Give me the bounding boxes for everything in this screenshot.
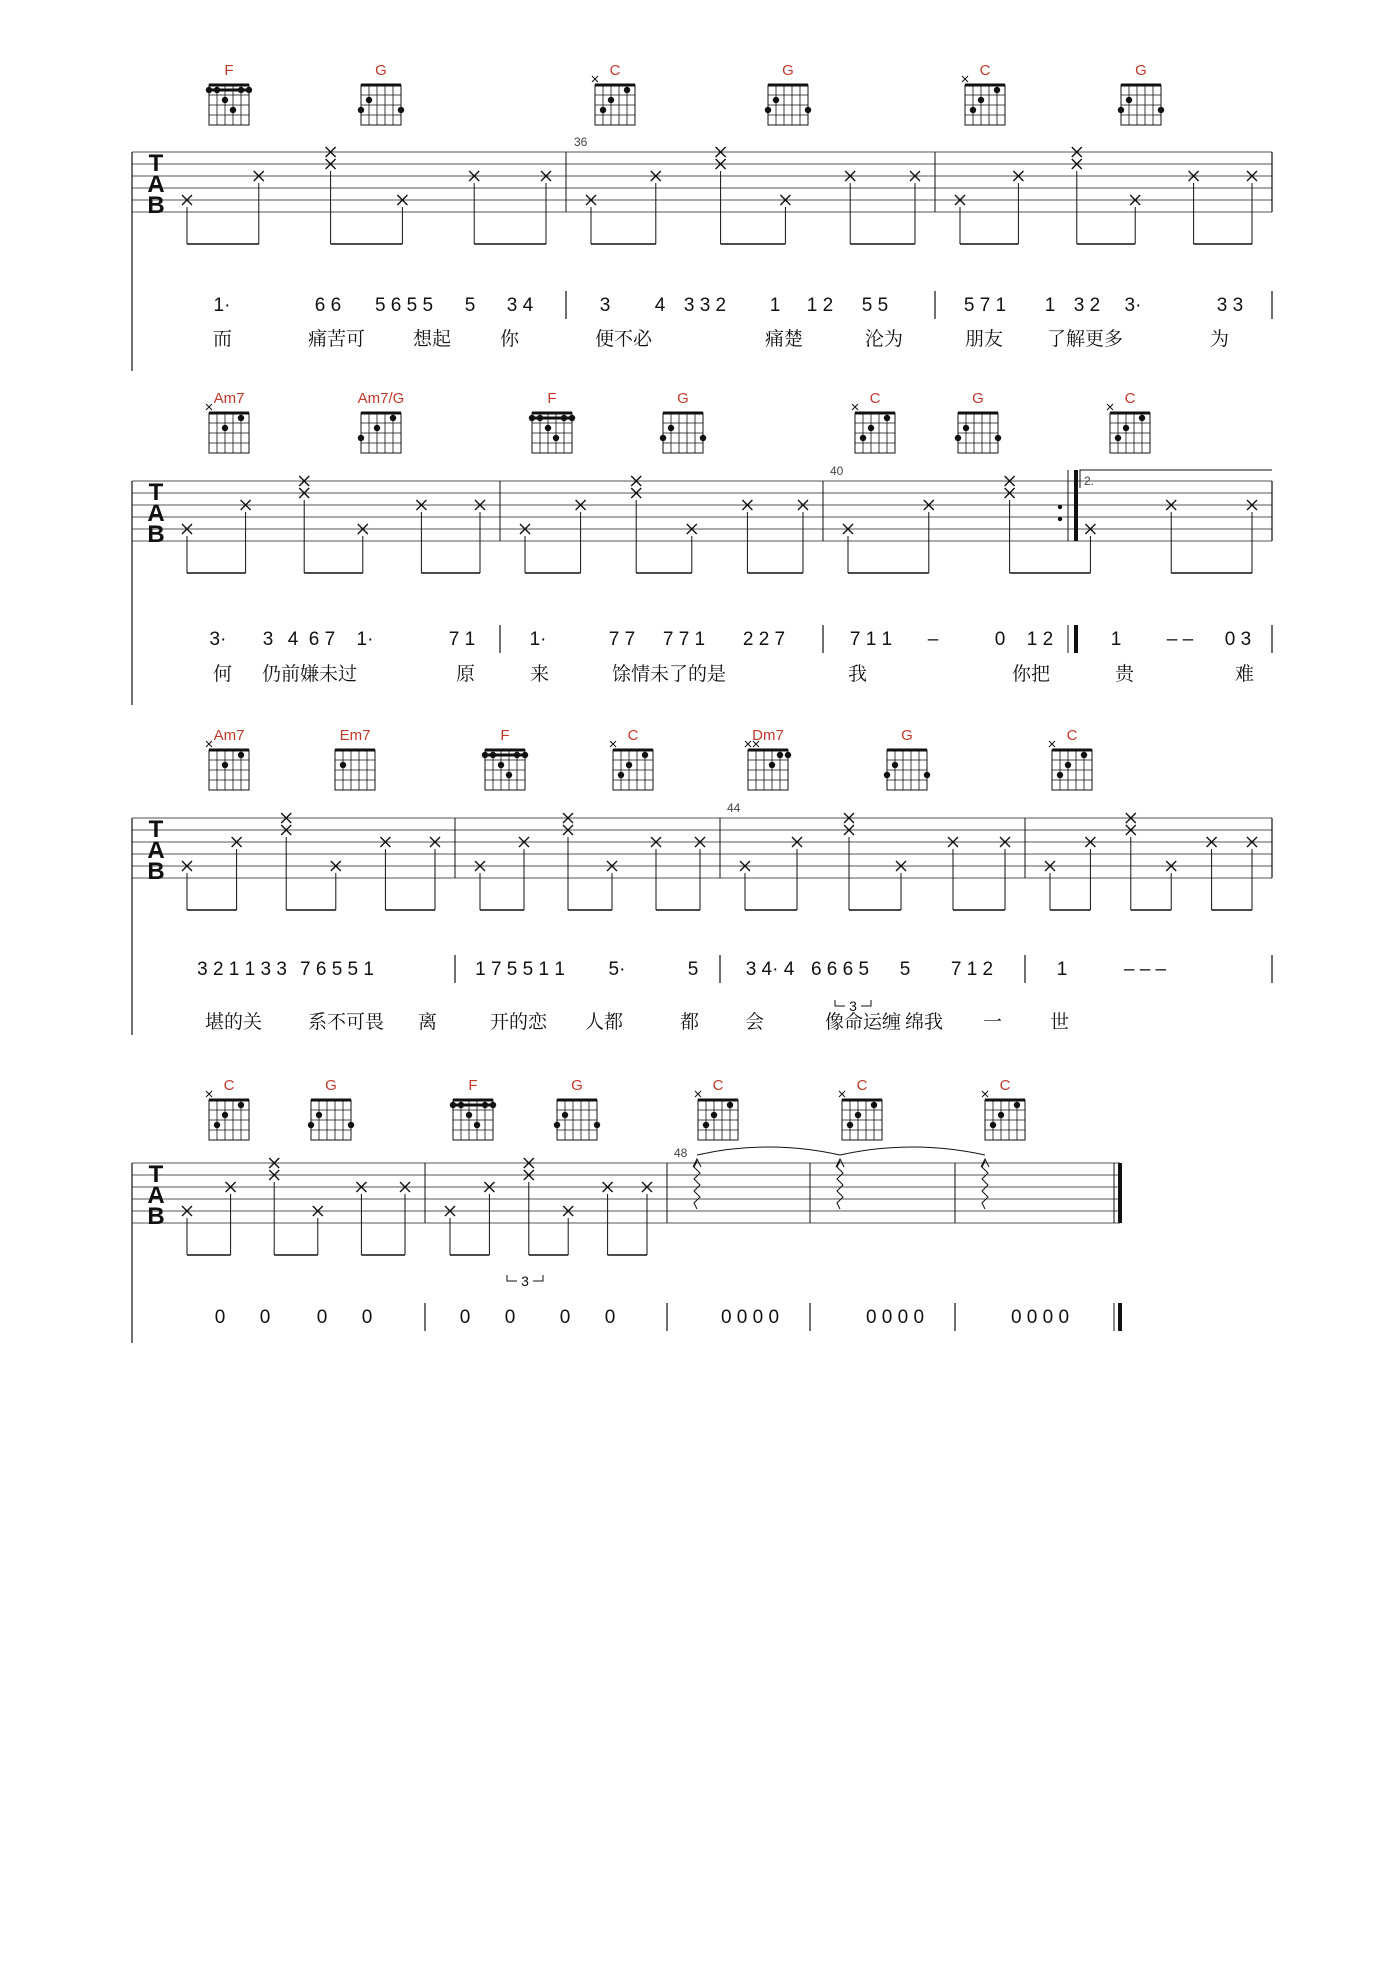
finger-dot xyxy=(594,1122,600,1128)
chord-diagram xyxy=(765,85,811,125)
jianpu-note: 3 3 xyxy=(1216,295,1244,316)
tie xyxy=(840,1147,985,1155)
finger-dot xyxy=(1057,772,1063,778)
chord-diagram xyxy=(206,1091,249,1140)
triplet-bracket xyxy=(861,1000,871,1006)
finger-dot xyxy=(668,425,674,431)
mute-mark xyxy=(982,1091,988,1097)
jianpu-note: 5 xyxy=(687,959,699,980)
finger-dot xyxy=(924,772,930,778)
finger-dot xyxy=(871,1102,877,1108)
jianpu-note: 0 xyxy=(259,1307,271,1328)
finger-dot xyxy=(990,1122,996,1128)
lyric: 会 xyxy=(745,1012,765,1033)
chord-name: G xyxy=(325,1077,337,1094)
finger-dot xyxy=(963,425,969,431)
lyric: 原 xyxy=(456,664,476,685)
finger-dot xyxy=(358,435,364,441)
finger-dot xyxy=(554,1122,560,1128)
jianpu-note: – xyxy=(927,629,939,650)
finger-dot xyxy=(600,107,606,113)
jianpu-note: 3 2 xyxy=(1073,295,1101,316)
arpeggio-wave xyxy=(837,1161,843,1209)
chord-name: C xyxy=(999,1077,1011,1094)
jianpu-note: 0 xyxy=(316,1307,328,1328)
finger-dot xyxy=(660,435,666,441)
lyric: 人都 xyxy=(585,1012,624,1033)
jianpu-note: 4 xyxy=(287,629,299,650)
jianpu-note: 0 xyxy=(459,1307,471,1328)
arpeggio-wave xyxy=(982,1161,988,1209)
chord-name: G xyxy=(375,62,387,79)
jianpu-note: 5 xyxy=(899,959,911,980)
lyric: 而 xyxy=(213,329,233,350)
tab-clef-letter: A xyxy=(147,500,165,527)
finger-dot xyxy=(316,1112,322,1118)
jianpu-note: 0 0 0 0 xyxy=(865,1307,925,1328)
lyric: 你把 xyxy=(1012,664,1051,685)
measure-number: 40 xyxy=(830,464,844,478)
finger-dot xyxy=(855,1112,861,1118)
finger-dot xyxy=(805,107,811,113)
finger-dot xyxy=(1158,107,1164,113)
chord-diagram xyxy=(529,413,575,453)
finger-dot xyxy=(785,752,791,758)
chord-diagram xyxy=(962,76,1005,125)
lyric: 世 xyxy=(1050,1012,1070,1033)
finger-dot xyxy=(562,1112,568,1118)
finger-dot xyxy=(624,87,630,93)
finger-dot xyxy=(366,97,372,103)
triplet-bracket xyxy=(507,1275,517,1281)
chord-diagram xyxy=(206,85,252,125)
jianpu-note: 0 0 0 0 xyxy=(720,1307,780,1328)
system-2 xyxy=(132,390,1272,705)
jianpu-note: 3· xyxy=(209,629,227,650)
jianpu-note: 5 6 5 5 xyxy=(374,295,434,316)
tab-clef-letter: A xyxy=(147,171,165,198)
lyric: 馀情未了的是 xyxy=(612,664,727,685)
ending-bracket xyxy=(1080,470,1272,488)
system-3 xyxy=(132,727,1272,1035)
finger-dot xyxy=(860,435,866,441)
finger-dot xyxy=(773,97,779,103)
jianpu-note: 1 7 5 5 1 1 xyxy=(475,959,565,980)
measure-number: 48 xyxy=(674,1146,688,1160)
tab-clef-letter: B xyxy=(147,1203,165,1230)
finger-dot xyxy=(868,425,874,431)
mute-mark xyxy=(852,404,858,410)
ending-label: 2. xyxy=(1084,474,1095,488)
chord-name: C xyxy=(712,1077,724,1094)
arpeggio-wave xyxy=(694,1161,700,1209)
jianpu-note: 1 xyxy=(1044,295,1056,316)
finger-dot xyxy=(1139,415,1145,421)
jianpu-note: 5· xyxy=(608,959,626,980)
finger-dot xyxy=(238,1102,244,1108)
jianpu-note: 0 xyxy=(361,1307,373,1328)
tab-clef-letter: T xyxy=(148,1161,164,1188)
lyric: 一 xyxy=(983,1012,1003,1033)
tab-notes xyxy=(182,476,1257,573)
jianpu-note: 3 2 1 1 3 3 xyxy=(197,959,287,980)
chord-diagram xyxy=(610,741,653,790)
finger-dot xyxy=(765,107,771,113)
chord-name: C xyxy=(869,390,881,407)
lyric: 来 xyxy=(530,664,550,685)
finger-dot xyxy=(506,772,512,778)
chord-diagram xyxy=(982,1091,1025,1140)
finger-dot xyxy=(955,435,961,441)
tab-notes xyxy=(182,147,1257,244)
jianpu-note: 1· xyxy=(356,629,374,650)
mute-mark xyxy=(206,404,212,410)
finger-dot xyxy=(727,1102,733,1108)
mute-mark xyxy=(206,1091,212,1097)
repeat-dot xyxy=(1058,505,1062,509)
finger-dot xyxy=(553,435,559,441)
chord-diagram xyxy=(308,1100,354,1140)
finger-dot xyxy=(308,1122,314,1128)
jianpu-note: 0 0 0 0 xyxy=(1010,1307,1070,1328)
finger-dot xyxy=(398,107,404,113)
triplet-bracket xyxy=(533,1275,543,1281)
mute-mark xyxy=(610,741,616,747)
tab-clef-letter: B xyxy=(147,192,165,219)
chord-name: G xyxy=(901,727,913,744)
measure-number: 36 xyxy=(574,135,588,149)
jianpu-note: 0 xyxy=(504,1307,516,1328)
chord-name: C xyxy=(627,727,639,744)
jianpu-note: – – xyxy=(1166,629,1194,650)
chord-name: C xyxy=(979,62,991,79)
chord-diagram xyxy=(1107,404,1150,453)
finger-dot xyxy=(884,772,890,778)
chord-name: G xyxy=(571,1077,583,1094)
jianpu-note: 1 xyxy=(1110,629,1122,650)
chord-diagram xyxy=(554,1100,600,1140)
jianpu-note: – – – xyxy=(1123,959,1167,980)
jianpu-note: 4 xyxy=(654,295,666,316)
finger-dot xyxy=(1065,762,1071,768)
lyric: 你 xyxy=(500,329,520,350)
jianpu-note: 1· xyxy=(529,629,547,650)
triplet-bracket xyxy=(835,1000,845,1006)
lyric: 难 xyxy=(1235,664,1255,685)
finger-dot xyxy=(998,1112,1004,1118)
chord-name: C xyxy=(223,1077,235,1094)
finger-dot xyxy=(626,762,632,768)
mute-mark xyxy=(206,741,212,747)
finger-dot xyxy=(222,762,228,768)
chord-diagram xyxy=(358,413,401,453)
finger-dot xyxy=(222,1112,228,1118)
jianpu-note: 3· xyxy=(1124,295,1142,316)
chord-diagram xyxy=(955,413,1001,453)
chord-diagram xyxy=(695,1091,738,1140)
jianpu-note: 5 xyxy=(464,295,476,316)
lyric: 想起 xyxy=(413,329,452,350)
lyric: 便不必 xyxy=(595,329,653,350)
chord-diagram xyxy=(592,76,635,125)
chord-name: G xyxy=(972,390,984,407)
jianpu-note: 7 1 2 xyxy=(950,959,994,980)
tab-clef-letter: T xyxy=(148,479,164,506)
finger-dot xyxy=(994,87,1000,93)
finger-dot xyxy=(995,435,1001,441)
lyric: 贵 xyxy=(1115,664,1135,685)
finger-dot xyxy=(1123,425,1129,431)
finger-dot xyxy=(1081,752,1087,758)
jianpu-note: 0 xyxy=(559,1307,571,1328)
finger-dot xyxy=(618,772,624,778)
finger-dot xyxy=(545,425,551,431)
chord-diagram xyxy=(884,750,930,790)
jianpu-note: 0 xyxy=(604,1307,616,1328)
lyric: 绵我 xyxy=(905,1012,944,1033)
chord-name: C xyxy=(1066,727,1078,744)
finger-dot xyxy=(390,415,396,421)
finger-dot xyxy=(340,762,346,768)
lyric: 我 xyxy=(848,664,868,685)
jianpu-note: 3 3 2 xyxy=(683,295,727,316)
jianpu-note: 1 xyxy=(769,295,781,316)
finger-dot xyxy=(498,762,504,768)
chord-diagram xyxy=(482,750,528,790)
tab-clef-letter: A xyxy=(147,1182,165,1209)
finger-dot xyxy=(1126,97,1132,103)
finger-dot xyxy=(1115,435,1121,441)
finger-dot xyxy=(642,752,648,758)
jianpu-note: 7 7 1 xyxy=(662,629,706,650)
chord-diagram xyxy=(358,85,404,125)
finger-dot xyxy=(1014,1102,1020,1108)
system-4 xyxy=(132,1077,1120,1343)
finger-dot xyxy=(608,97,614,103)
lyric: 仍前嫌未过 xyxy=(262,664,358,685)
lyric: 像命运缠 xyxy=(825,1012,902,1033)
chord-diagram xyxy=(852,404,895,453)
lyric: 痛楚 xyxy=(765,329,804,350)
tab-clef-letter: T xyxy=(148,150,164,177)
chord-name: Am7 xyxy=(213,390,245,407)
chord-diagram xyxy=(839,1091,882,1140)
jianpu-note: 7 1 1 xyxy=(849,629,893,650)
chord-diagram xyxy=(450,1100,496,1140)
lyric: 何 xyxy=(213,664,233,685)
finger-dot xyxy=(892,762,898,768)
jianpu-note: 3 xyxy=(599,295,611,316)
lyric: 为 xyxy=(1210,329,1230,350)
tab-clef-letter: B xyxy=(147,858,165,885)
finger-dot xyxy=(777,752,783,758)
system-1 xyxy=(132,62,1272,371)
chord-diagram xyxy=(1049,741,1092,790)
chord-diagram xyxy=(1118,85,1164,125)
lyric: 系不可畏 xyxy=(308,1012,385,1033)
mute-mark xyxy=(1049,741,1055,747)
finger-dot xyxy=(374,425,380,431)
jianpu-note: 0 xyxy=(214,1307,226,1328)
finger-dot xyxy=(1118,107,1124,113)
lyric: 了解更多 xyxy=(1047,329,1124,350)
jianpu-note: 7 6 5 5 1 xyxy=(300,959,374,980)
finger-dot xyxy=(214,1122,220,1128)
chord-diagram xyxy=(745,741,791,790)
finger-dot xyxy=(711,1112,717,1118)
finger-dot xyxy=(222,97,228,103)
chord-diagram xyxy=(206,741,249,790)
chord-name: Em7 xyxy=(339,727,371,744)
finger-dot xyxy=(970,107,976,113)
tab-staff xyxy=(132,816,1272,1035)
jianpu-note: 1 xyxy=(1056,959,1068,980)
chord-name: Am7 xyxy=(213,727,245,744)
chord-name: G xyxy=(782,62,794,79)
finger-dot xyxy=(238,415,244,421)
chord-name: C xyxy=(856,1077,868,1094)
triplet-label: 3 xyxy=(849,998,857,1014)
jianpu-note: 7 7 xyxy=(608,629,636,650)
jianpu-note: 0 3 xyxy=(1224,629,1252,650)
chord-name: C xyxy=(1124,390,1136,407)
mute-mark xyxy=(962,76,968,82)
tie xyxy=(697,1147,840,1155)
finger-dot xyxy=(769,762,775,768)
finger-dot xyxy=(978,97,984,103)
jianpu-note: 3 4· 4 xyxy=(745,959,795,980)
triplet-label: 3 xyxy=(521,1273,529,1289)
finger-dot xyxy=(847,1122,853,1128)
mute-mark xyxy=(695,1091,701,1097)
finger-dot xyxy=(466,1112,472,1118)
mute-mark xyxy=(839,1091,845,1097)
lyric: 堪的关 xyxy=(205,1012,263,1033)
mute-mark xyxy=(592,76,598,82)
jianpu-note: 6 6 6 5 xyxy=(810,959,870,980)
chord-name: Dm7 xyxy=(752,727,784,744)
jianpu-note: 6 6 xyxy=(314,295,342,316)
jianpu-note: 1· xyxy=(213,295,231,316)
lyric: 朋友 xyxy=(965,329,1004,350)
finger-dot xyxy=(700,435,706,441)
finger-dot xyxy=(348,1122,354,1128)
finger-dot xyxy=(358,107,364,113)
jianpu-note: 3 4 xyxy=(506,295,534,316)
finger-dot xyxy=(474,1122,480,1128)
finger-dot xyxy=(238,752,244,758)
jianpu-note: 6 7 xyxy=(308,629,336,650)
chord-name: F xyxy=(547,390,557,407)
tab-staff xyxy=(132,1161,1120,1343)
lyric: 离 xyxy=(418,1012,438,1033)
measure-number: 44 xyxy=(727,801,741,815)
tab-clef-letter: B xyxy=(147,521,165,548)
lyric: 沦为 xyxy=(865,329,904,350)
tab-clef-letter: A xyxy=(147,837,165,864)
chord-name: G xyxy=(677,390,689,407)
chord-name: F xyxy=(468,1077,478,1094)
jianpu-note: 2 2 7 xyxy=(742,629,786,650)
mute-mark xyxy=(1107,404,1113,410)
chord-diagram xyxy=(206,404,249,453)
jianpu-note: 3 xyxy=(262,629,274,650)
jianpu-note: 5 7 1 xyxy=(963,295,1007,316)
finger-dot xyxy=(230,107,236,113)
finger-dot xyxy=(222,425,228,431)
jianpu-note: 7 1 xyxy=(448,629,476,650)
chord-name: F xyxy=(224,62,234,79)
chord-diagram xyxy=(660,413,706,453)
chord-name: C xyxy=(609,62,621,79)
chord-diagram xyxy=(335,750,375,790)
lyric: 痛苦可 xyxy=(308,329,366,350)
repeat-dot xyxy=(1058,517,1062,521)
tab-clef-letter: T xyxy=(148,816,164,843)
jianpu-note: 0 xyxy=(994,629,1006,650)
jianpu-note: 1 2 xyxy=(806,295,834,316)
finger-dot xyxy=(703,1122,709,1128)
chord-name: G xyxy=(1135,62,1147,79)
chord-name: Am7/G xyxy=(357,390,405,407)
finger-dot xyxy=(884,415,890,421)
lyric: 都 xyxy=(680,1012,700,1033)
jianpu-note: 5 5 xyxy=(861,295,889,316)
chord-name: F xyxy=(500,727,510,744)
jianpu-note: 1 2 xyxy=(1026,629,1054,650)
lyric: 开的恋 xyxy=(490,1012,548,1033)
